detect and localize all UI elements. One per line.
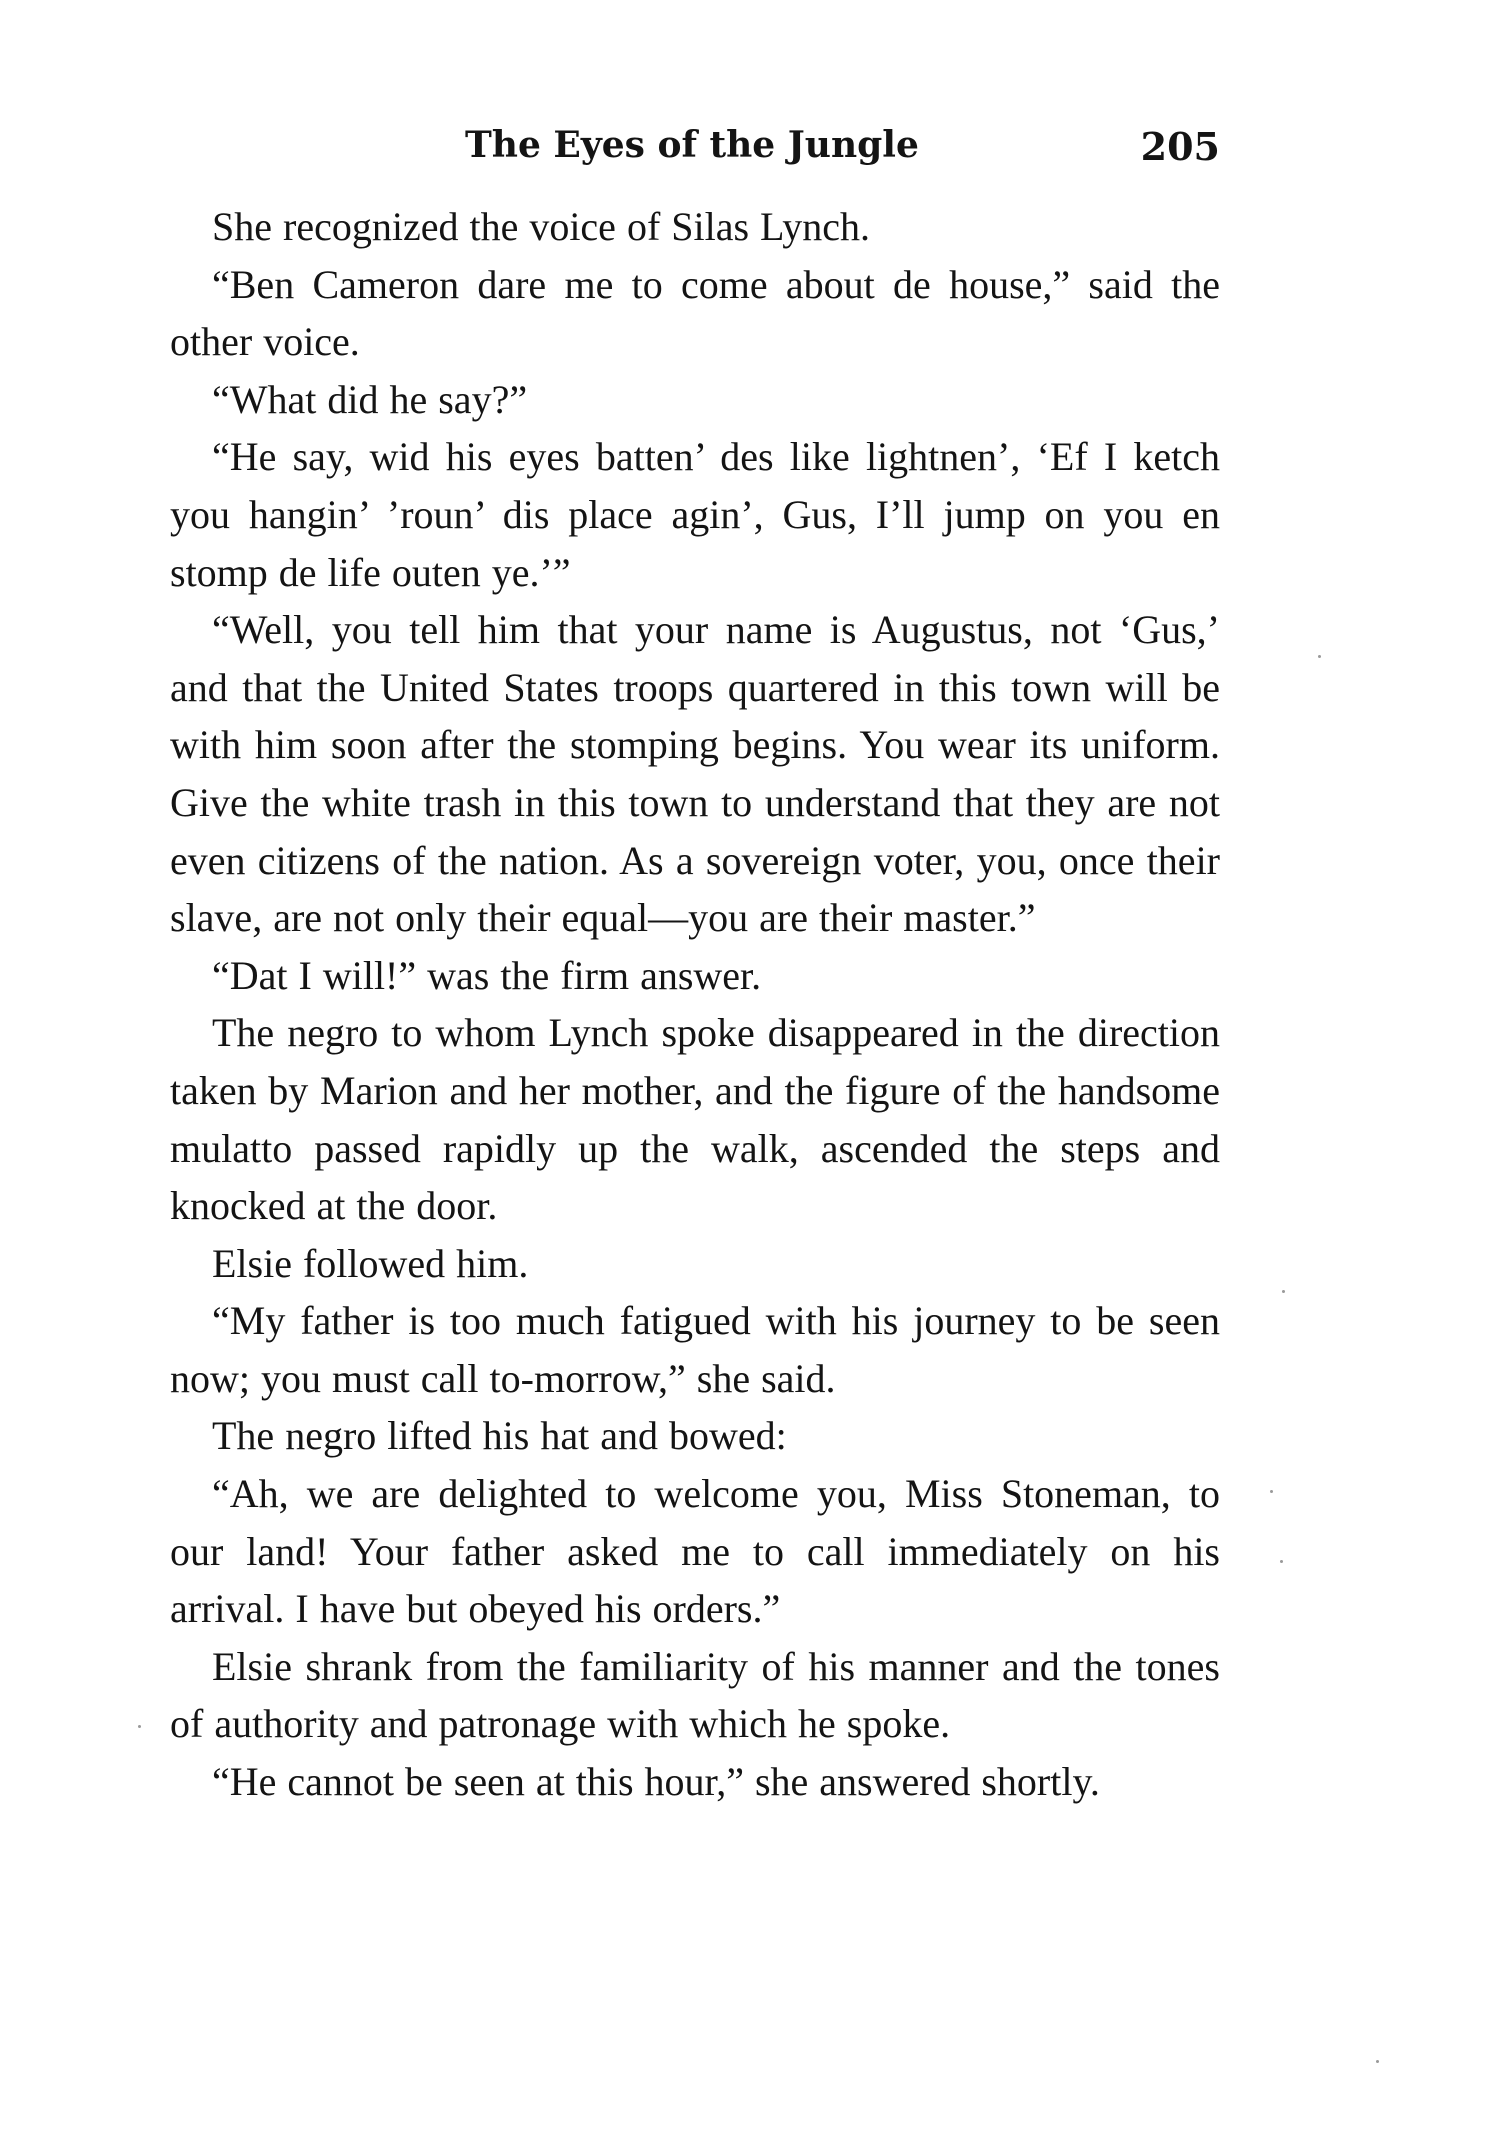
paragraph: “What did he say?” xyxy=(212,376,528,422)
body-text xyxy=(170,198,1220,1811)
scan-speck xyxy=(1318,655,1321,658)
running-title: The Eyes of the Jungle xyxy=(465,124,919,166)
paragraph: “Dat I will!” was the firm answer. xyxy=(212,952,762,998)
paragraph: Elsie followed him. xyxy=(212,1240,529,1286)
scan-speck xyxy=(1376,2060,1379,2063)
paragraph: “He cannot be seen at this hour,” she answered shortly. xyxy=(212,1759,1100,1805)
scan-speck xyxy=(1282,1290,1285,1293)
paragraph: “Ah, we are delighted to welcome you, Miss Stoneman, to our land! Your father asked me to call immediately on his arrival. I have but obeyed his orders.” xyxy=(170,1471,1220,1632)
page-number: 205 xyxy=(1140,124,1220,169)
scan-speck xyxy=(138,1725,141,1728)
paragraph: “Ben Cameron dare me to come about de house,” said the other voice. xyxy=(170,261,1220,365)
paragraph: The negro lifted his hat and bowed: xyxy=(212,1413,787,1459)
scan-speck xyxy=(1280,1560,1283,1563)
paragraph: “Well, you tell him that your name is Augustus, not ‘Gus,’ and that the United States troops quartered in this town will be with him soon after the stomping begins. You wear its uniform. Give the white trash in this town to understand that they are not even citizens of the nation. As a sovereign voter, you, once their slave, are not only their equal—you are their master.” xyxy=(170,607,1220,941)
paragraph: Elsie shrank from the familiarity of his manner and the tones of authority and patronage with which he spoke. xyxy=(170,1643,1220,1747)
paragraph: “He say, wid his eyes batten’ des like lightnen’, ‘Ef I ketch you hangin’ ’roun’ dis place agin’, Gus, I’ll jump on you en stomp de life outen ye.’” xyxy=(170,434,1220,595)
page-header xyxy=(170,112,1220,182)
scan-speck xyxy=(1270,1490,1273,1493)
paragraph: “My father is too much fatigued with his journey to be seen now; you must call to-morrow,” she said. xyxy=(170,1298,1220,1401)
paragraph: The negro to whom Lynch spoke disappeared in the direction taken by Marion and her mother, and the figure of the handsome mulatto passed rapidly up the walk, ascended the steps and knocked at the door. xyxy=(170,1010,1220,1229)
paragraph: She recognized the voice of Silas Lynch. xyxy=(212,204,871,249)
